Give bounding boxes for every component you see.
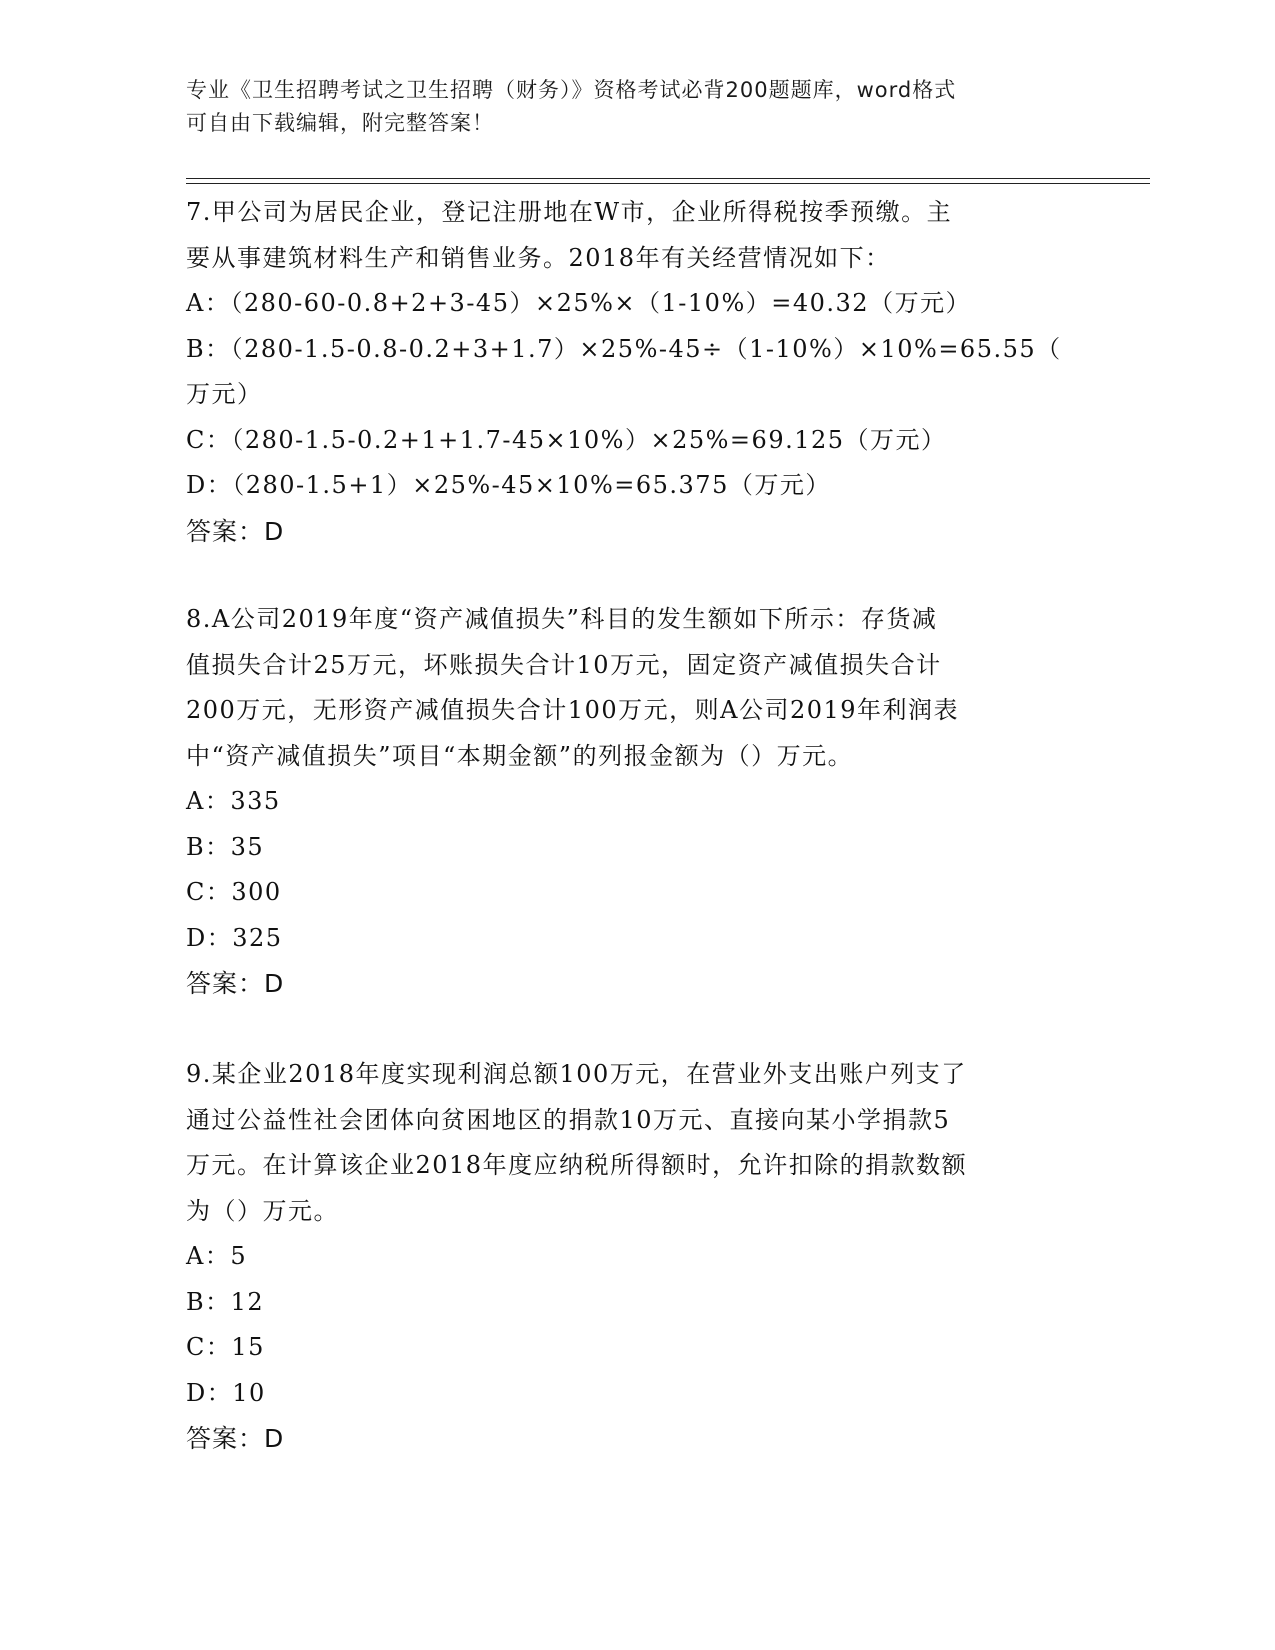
option-c: C：15 [186,1333,265,1361]
header-line: 可自由下载编辑，附完整答案！ [186,111,494,135]
header-divider [186,183,1150,184]
question-stem-line: 8.A公司2019年度“资产减值损失”科目的发生额如下所示：存货减 [186,605,938,633]
option-b-continued: 万元） [186,380,263,408]
question-stem-line: 7.甲公司为居民企业，登记注册地在W市，企业所得税按季预缴。主 [186,198,953,226]
question-stem-line: 要从事建筑材料生产和销售业务。2018年有关经营情况如下： [186,243,891,272]
question-stem-line: 通过公益性社会团体向贫困地区的捐款10万元、直接向某小学捐款5 [186,1105,951,1134]
answer-line: 答案：D [186,1424,285,1453]
header-divider [186,178,1150,179]
option-d: D：10 [186,1378,266,1407]
option-b: B：35 [186,832,265,861]
option-b: B：（280-1.5-0.8-0.2+3+1.7）×25%-45÷（1-10%）×10%=65.55（ [186,334,1062,363]
question-7 [186,190,1086,554]
option-c: C：（280-1.5-0.2+1+1.7-45×10%）×25%=69.125（万元） [186,425,947,454]
question-stem-line: 9.某企业2018年度实现利润总额100万元，在营业外支出账户列支了 [186,1060,967,1088]
question-8 [186,597,1086,1007]
option-a: A：5 [186,1242,248,1270]
option-b: B：12 [186,1287,265,1316]
option-d: D：（280-1.5+1）×25%-45×10%=65.375（万元） [186,471,831,499]
question-stem-line: 中“资产减值损失”项目“本期金额”的列报金额为（）万元。 [186,741,854,770]
answer-line: 答案：D [186,516,285,546]
option-d: D：325 [186,923,283,952]
question-stem-line: 为（）万元。 [186,1196,339,1225]
question-9 [186,1052,1086,1462]
question-stem-line: 200万元，无形资产减值损失合计100万元，则A公司2019年利润表 [186,696,960,724]
header-line: 专业《卫生招聘考试之卫生招聘（财务）》资格考试必背200题题库，word格式 [186,78,957,102]
answer-line: 答案：D [186,969,285,998]
option-a: A：（280-60-0.8+2+3-45）×25%×（1-10%）=40.32（万元） [186,289,972,317]
document-header [186,74,1086,140]
question-stem-line: 值损失合计25万元，坏账损失合计10万元，固定资产减值损失合计 [186,650,942,679]
question-stem-line: 万元。在计算该企业2018年度应纳税所得额时，允许扣除的捐款数额 [186,1151,968,1179]
option-a: A：335 [186,787,281,815]
option-c: C：300 [186,878,282,906]
